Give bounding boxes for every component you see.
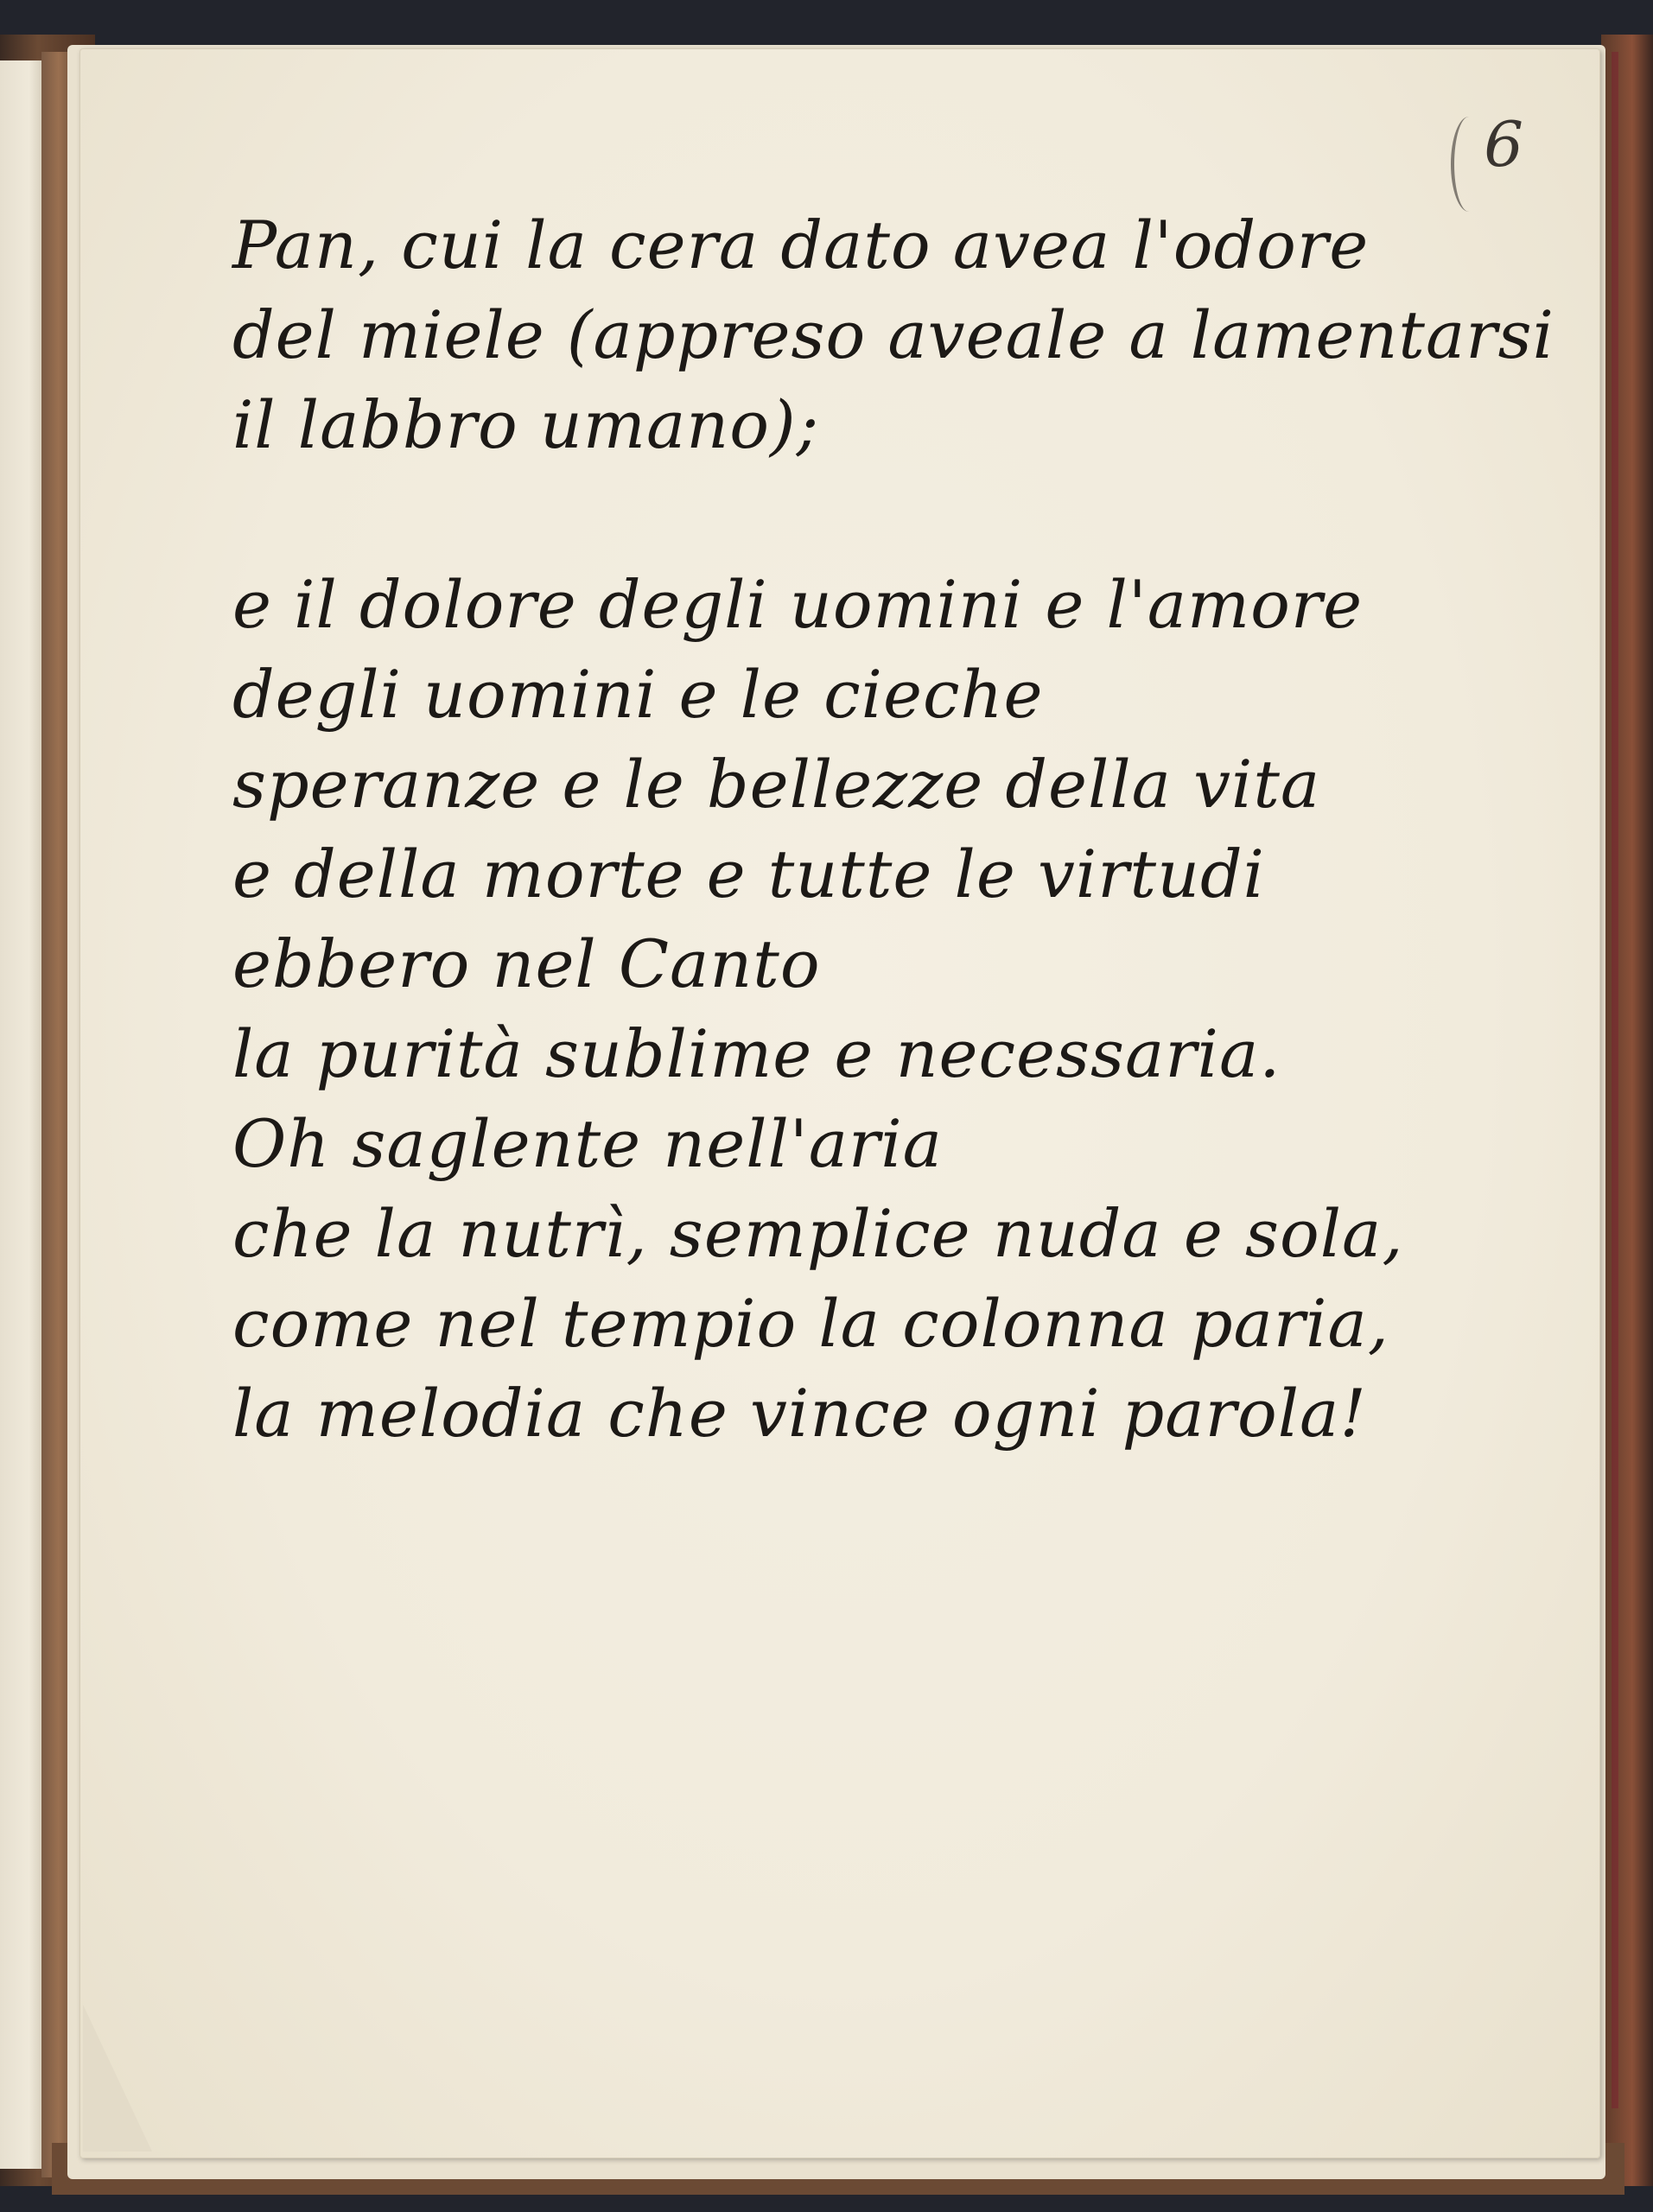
poem-line: come nel tempio la colonna paria, xyxy=(232,1285,1389,1362)
poem-line: degli uomini e le cieche xyxy=(232,656,1044,733)
stanza xyxy=(232,200,1580,470)
poem-line: la purità sublime e necessaria. xyxy=(232,1015,1281,1092)
manuscript-page xyxy=(79,48,1600,2158)
poem-line: Oh saglente nell'aria xyxy=(232,1105,943,1182)
stanza-break xyxy=(232,470,1580,560)
poem-text xyxy=(232,200,1580,1459)
poem-line: che la nutrì, semplice nuda e sola, xyxy=(232,1195,1404,1272)
poem-line: del miele (appreso aveale a lamentarsi xyxy=(232,296,1554,373)
book-cover-right xyxy=(1601,35,1653,2186)
stanza xyxy=(232,560,1580,1459)
torn-page-corner xyxy=(83,2005,152,2152)
poem-line: e il dolore degli uomini e l'amore xyxy=(232,566,1364,643)
poem-line: la melodia che vince ogni parola! xyxy=(232,1375,1367,1452)
page-number: 6 xyxy=(1484,108,1523,181)
poem-line: e della morte e tutte le virtudi xyxy=(232,836,1265,912)
poem-line: ebbero nel Canto xyxy=(232,925,821,1002)
poem-line: speranze e le bellezze della vita xyxy=(232,746,1321,823)
facing-page-edge xyxy=(0,60,43,2169)
poem-line: Pan, cui la cera dato avea l'odore xyxy=(232,207,1370,283)
page-number-bracket xyxy=(1451,117,1487,212)
red-page-edge xyxy=(1612,52,1618,2108)
poem-line: il labbro umano); xyxy=(232,386,820,463)
